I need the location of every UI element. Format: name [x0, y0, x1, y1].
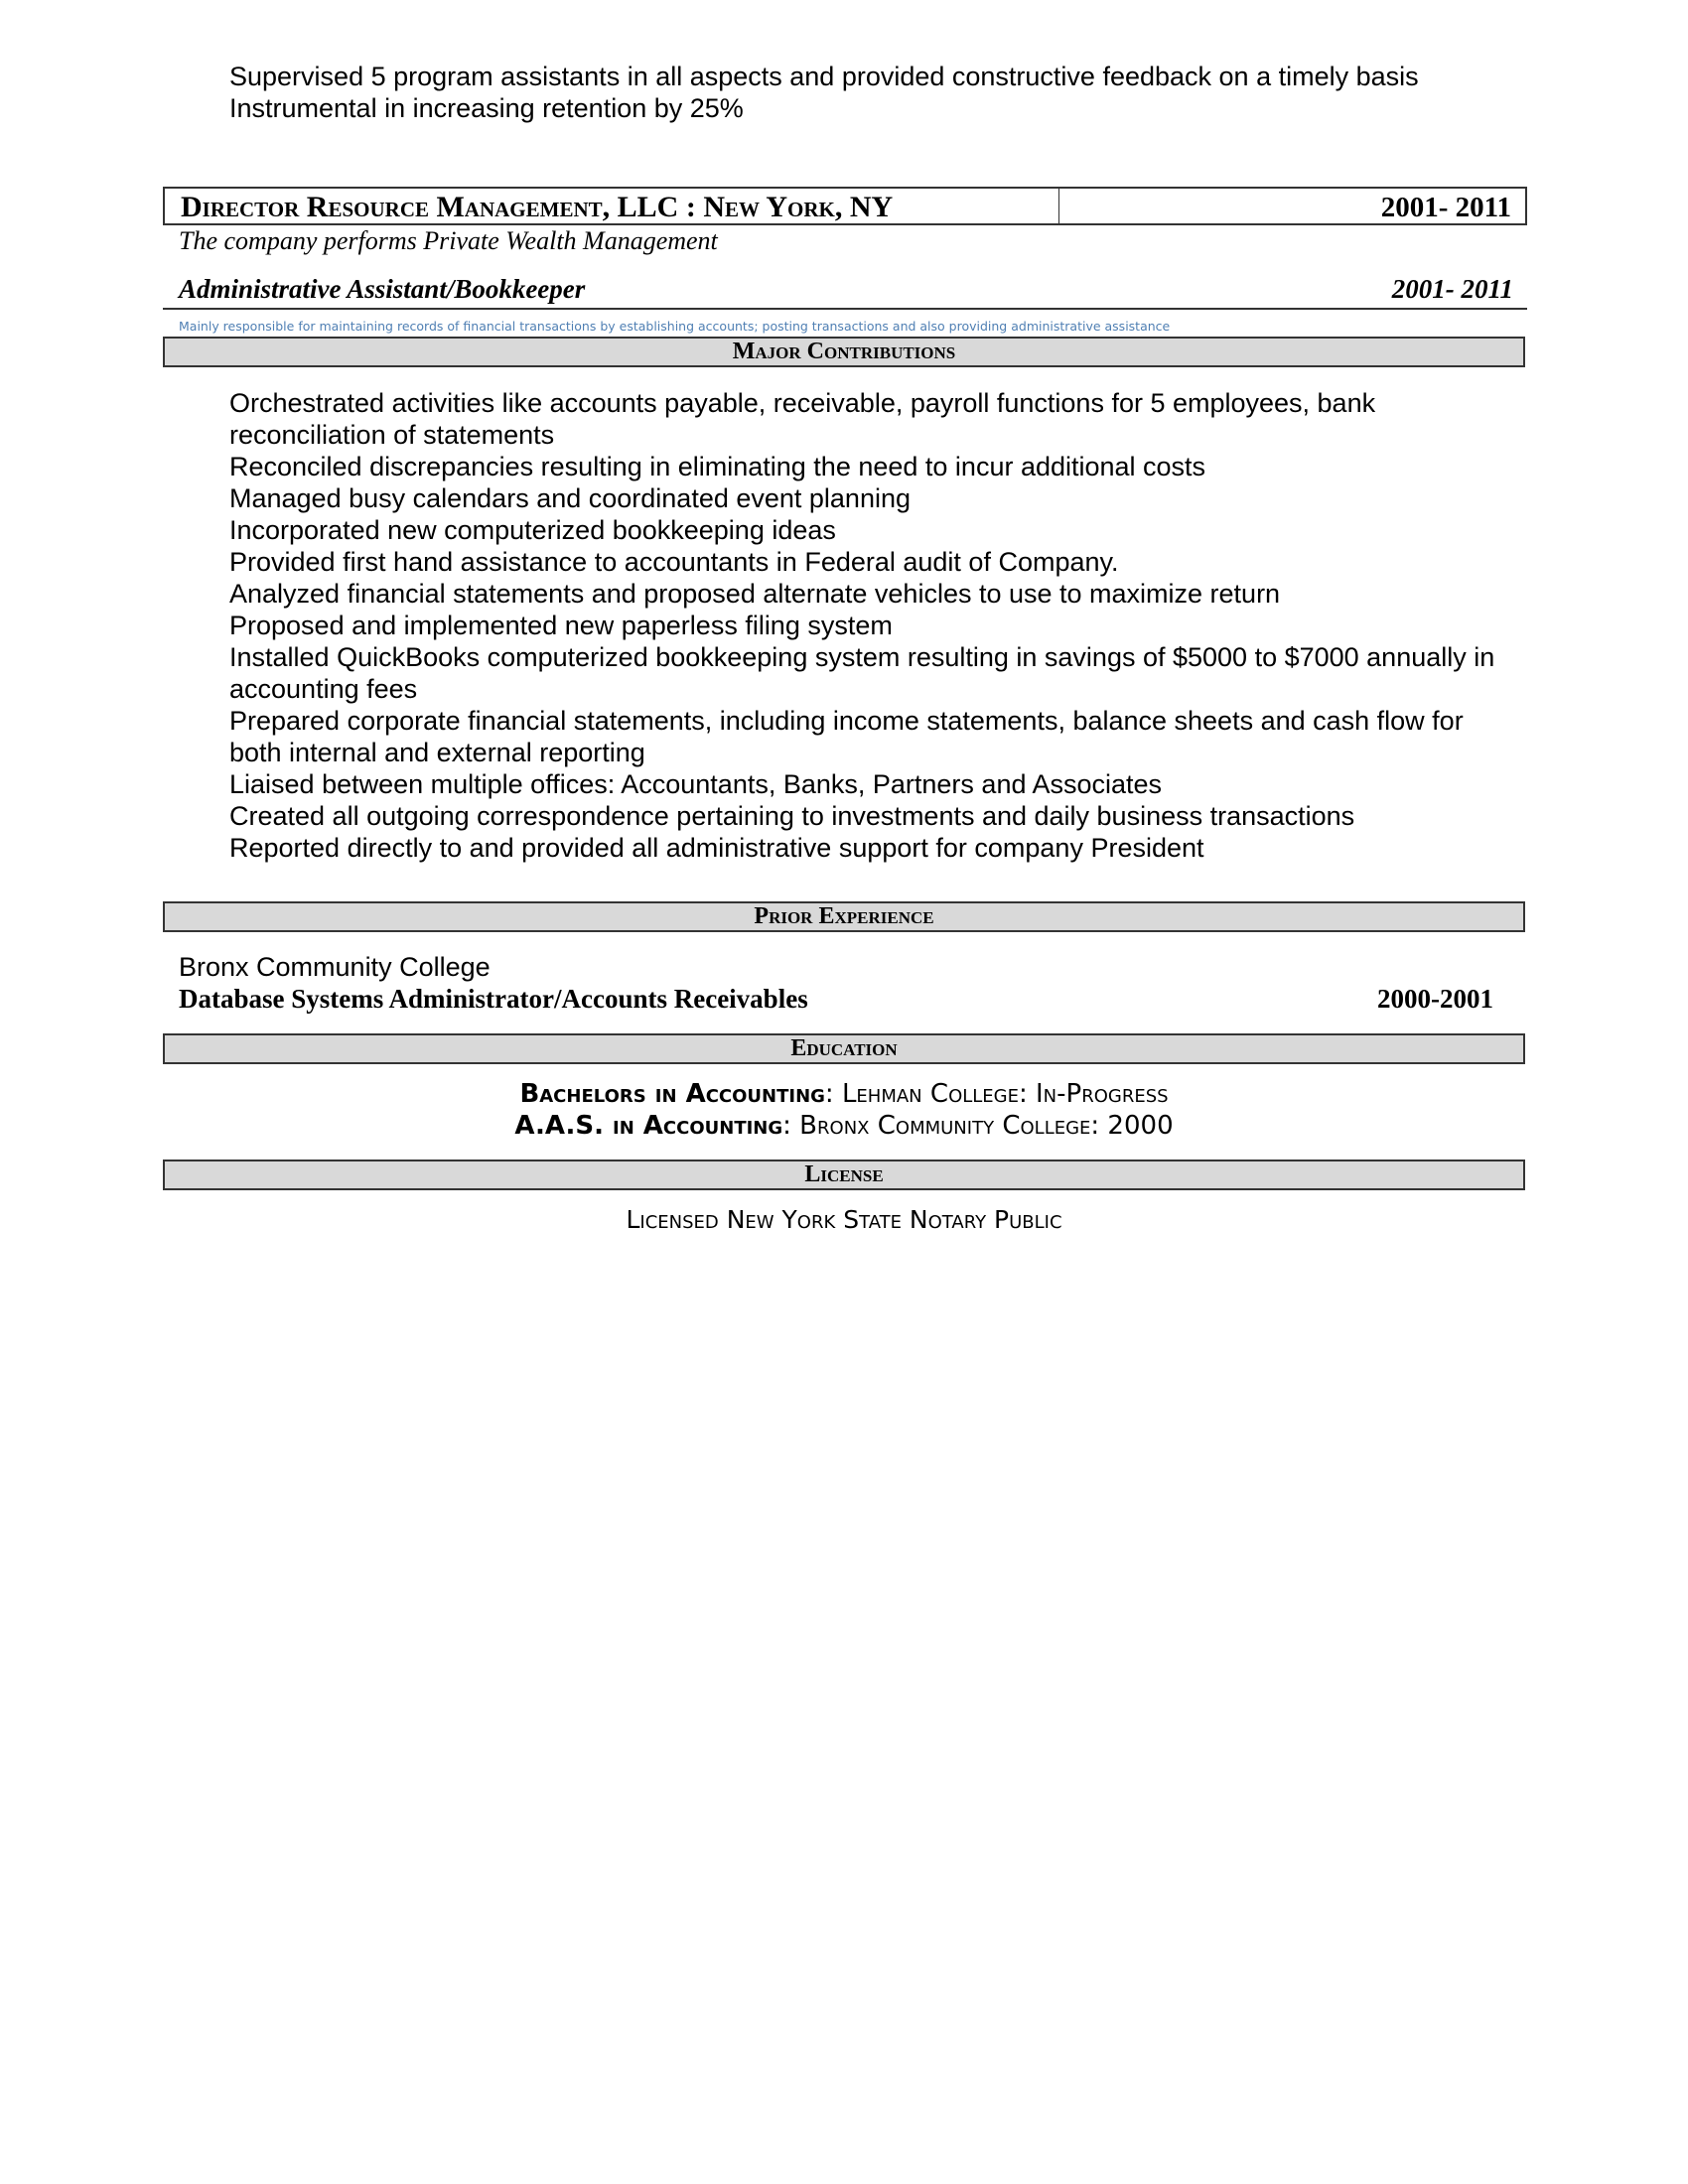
- company-name: Director Resource Management, LLC : New York, NY: [181, 191, 894, 223]
- job-summary: Mainly responsible for maintaining records of financial transactions by establishing accounts; posting transactions and also providing administrative assistance: [179, 319, 1171, 334]
- license-text: Licensed New York State Notary Public: [626, 1205, 1062, 1234]
- job-title: Administrative Assistant/Bookkeeper: [179, 274, 586, 304]
- prior-employer: Bronx Community College: [179, 952, 491, 982]
- section-major-contributions: Major Contributions: [163, 337, 1525, 367]
- section-prior-experience: Prior Experience: [163, 901, 1525, 932]
- job-header: [163, 274, 1527, 310]
- education-entry: [163, 1079, 1525, 1109]
- school: : Lehman College: In-Progress: [824, 1079, 1169, 1109]
- divider: [1058, 189, 1059, 223]
- prior-dates: 2000-2001: [1377, 984, 1493, 1014]
- resume-page: Supervised 5 program assistants in all aspects and provided constructive feedback on a timely basis Instrumental in increasing retention by 25% Director Resource Management, LLC : New York, NY 2001- 2011 The company performs Private Wealth Management Administrative Assistant/Bookkeeper 2001- 2011 Mainly responsible for maintaining records of financial transactions by establishing accounts; posting transactions and also providing administrative assistance Major Contributions Orchestrated activities like accounts payable, receivable, payroll functions for 5 employees, bank reconciliation of statements Reconciled discrepancies resulting in eliminating the need to incur additional costs Managed busy calendars and coordinated event planning Incorporated new computerized bookkeeping ideas Provided first hand assistance to accountants in Federal audit of Company. Analyzed financial statements and proposed alternate vehicles to use to maximize return Proposed and implemented new paperless filing system Installed QuickBooks computerized bookkeeping system resulting in savings of $5000 to $7000 annually in accounting fees Prepared corporate financial statements, including income statements, balance sheets and cash flow for both internal and external reporting Liaised between multiple offices: Accountants, Banks, Partners and Associates Created all outgoing correspondence pertaining to investments and daily business transactions Reported directly to and provided all administrative support for company President Prior Experience Bronx Community College Database Systems Administrator/Accounts Receivables 2000-2001 Education Bachelors in Accounting: Lehman College: In-Progress A.A.S. in Accounting: Bronx Community College: 2000 License Licensed New York State Notary Public: [0, 0, 1688, 2184]
- prior-title: Database Systems Administrator/Accounts Receivables: [179, 984, 808, 1014]
- school: : Bronx Community College: 2000: [782, 1111, 1174, 1141]
- section-license: License: [163, 1160, 1525, 1190]
- company-dates: 2001- 2011: [1380, 192, 1511, 223]
- degree: Bachelors in Accounting: [519, 1079, 825, 1109]
- job-dates: 2001- 2011: [1391, 274, 1513, 304]
- company-header: [163, 187, 1527, 225]
- company-description: The company performs Private Wealth Management: [179, 226, 718, 255]
- section-education: Education: [163, 1033, 1525, 1064]
- education-entry: [163, 1111, 1525, 1141]
- degree: A.A.S. in Accounting: [514, 1111, 783, 1141]
